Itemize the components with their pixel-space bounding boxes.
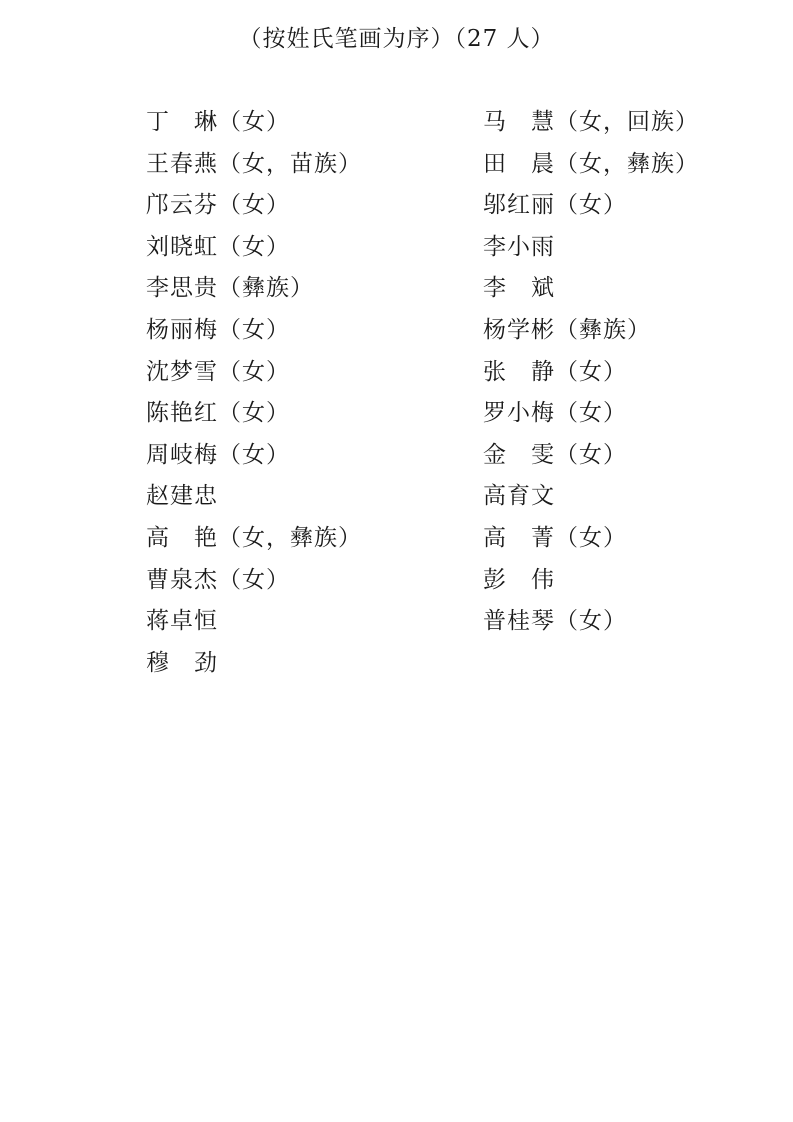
name-list-right (483, 102, 783, 643)
name-entry: 李思贵（彝族） (146, 275, 314, 302)
name-entry: 丁 琳（女） (146, 109, 290, 135)
name-entry: 邝云芬（女） (146, 192, 290, 219)
name-entry: 穆 劲 (146, 649, 218, 676)
name-entry: 沈梦雪（女） (146, 358, 290, 385)
name-entry: 杨学彬（彝族） (483, 316, 651, 343)
name-entry: 李 斌 (483, 275, 555, 302)
name-entry: 罗小梅（女） (483, 400, 627, 427)
name-entry: 高 菁（女） (483, 524, 627, 551)
name-entry: 李小雨 (483, 233, 555, 260)
name-entry: 赵建忠 (146, 483, 218, 510)
name-entry: 高育文 (483, 483, 555, 510)
name-entry: 周岐梅（女） (146, 441, 290, 468)
name-entry: 邬红丽（女） (483, 192, 627, 219)
name-entry: 普桂琴（女） (483, 608, 627, 635)
name-entry: 彭 伟 (483, 566, 555, 593)
name-entry: 蒋卓恒 (146, 608, 218, 635)
name-list-left (146, 102, 466, 684)
list-subtitle: （按姓氏笔画为序）（27 人） (238, 26, 555, 52)
name-entry: 金 雯（女） (483, 441, 627, 468)
name-entry: 陈艳红（女） (146, 400, 290, 427)
name-entry: 王春燕（女，苗族） (146, 150, 362, 177)
name-entry: 张 静（女） (483, 358, 627, 385)
name-entry: 马 慧（女，回族） (483, 109, 699, 135)
name-entry: 刘晓虹（女） (146, 233, 290, 260)
name-entry: 曹泉杰（女） (146, 566, 290, 593)
name-entry: 杨丽梅（女） (146, 316, 290, 343)
name-entry: 高 艳（女，彝族） (146, 524, 362, 551)
name-entry: 田 晨（女，彝族） (483, 150, 699, 177)
